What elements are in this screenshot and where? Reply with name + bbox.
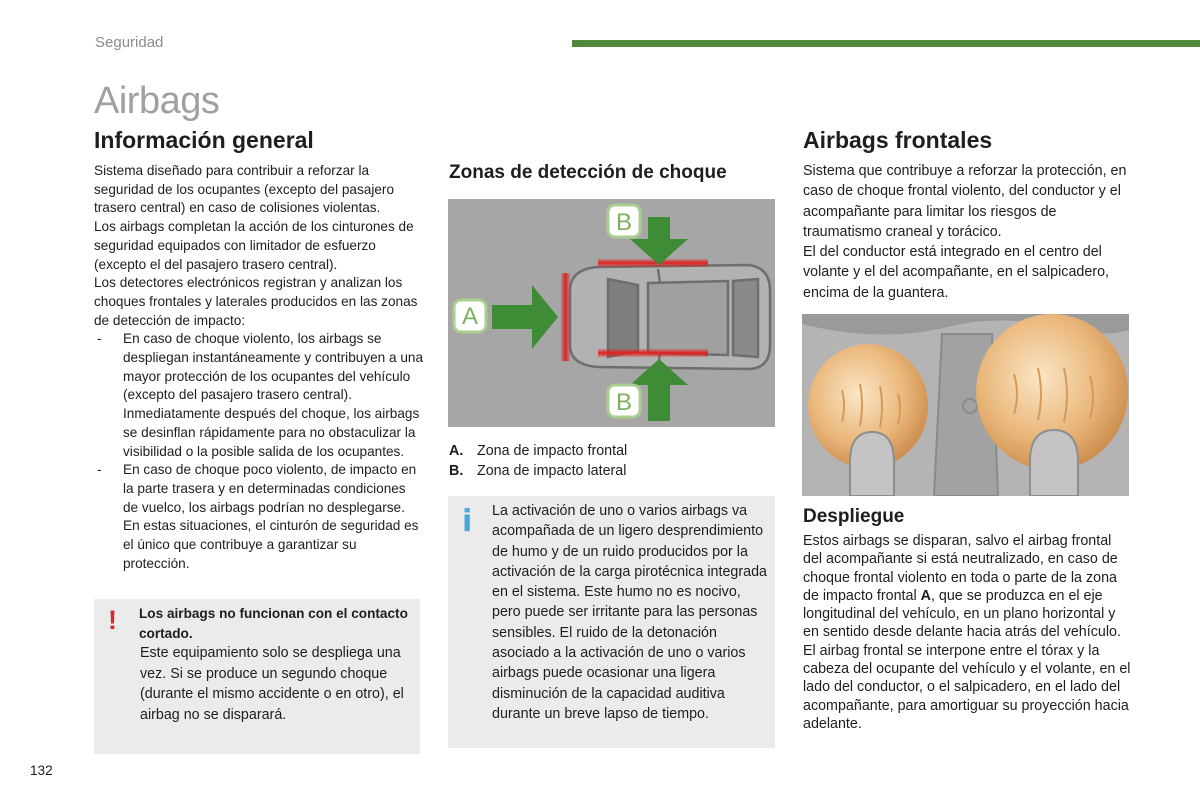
frontal-body — [803, 161, 1133, 303]
section-label: Seguridad — [95, 34, 164, 51]
header-accent-bar — [572, 40, 1200, 47]
impact-zones-svg — [448, 199, 775, 427]
deploy-text-1a: Estos airbags se disparan, salvo el airbag frontal del acompañante si está neutralizado, en caso de choque frontal violento en toda o parte de la zona de impacto frontal — [803, 533, 1118, 604]
general-bullet-2: - En caso de choque poco violento, de impacto en la parte trasera y en determinadas condiciones de vuelco, los airbags podrían no desplegarse. En estas situaciones, el cinturón de seguridad es el único que contribuye a garantizar su protección. — [94, 461, 424, 573]
deploy-key-a: A — [920, 587, 931, 604]
frontal-paragraph-2: El del conductor está integrado en el centro del volante y el del acompañante, en el salpicadero, encima de la guantera. — [803, 244, 1109, 301]
passenger-head — [1030, 430, 1078, 496]
info-text: La activación de uno o varios airbags va acompañada de un ligero desprendimiento de humo y de un ruido producidos por la activación de la carga pirotécnica integrada en el sistema. Este humo no es nocivo, pero puede ser irritante para las personas sensibles. El ruido de la detonación asociado a la activación de uno o varios airbags puede ocasionar una ligera disminución de la capacidad auditiva durante un breve lapso de tiempo. — [492, 503, 767, 722]
general-body — [94, 162, 424, 573]
frontal-paragraph-1: Sistema que contribuye a reforzar la protección, en caso de choque frontal violento, del conductor y el acompañante para limitar los riesgos de traumatismo craneal y torácico. — [803, 163, 1127, 240]
info-box — [448, 496, 775, 748]
zones-legend — [449, 441, 627, 481]
frontal-airbags-illustration — [802, 314, 1129, 496]
deploy-heading: Despliegue — [803, 506, 905, 527]
warning-box — [94, 599, 420, 754]
legend-text-b: Zona de impacto lateral — [477, 463, 627, 479]
legend-row-a — [449, 441, 627, 461]
deploy-paragraph-1 — [803, 532, 1133, 642]
general-paragraph-2: Los airbags completan la acción de los cinturones de seguridad equipados con limitador de esfuerzo (excepto el del pasajero trasero central). — [94, 219, 414, 272]
label-a: A — [461, 303, 479, 330]
general-paragraph-1: Sistema diseñado para contribuir a reforzar la seguridad de los ocupantes (excepto del pasajero trasero central) en caso de colisiones violentas. — [94, 163, 395, 216]
legend-row-b — [449, 461, 627, 481]
general-paragraph-3: Los detectores electrónicos registran y analizan los choques frontales y laterales producidos en las zonas de detección de impacto: — [94, 275, 418, 328]
driver-head — [850, 432, 894, 496]
label-b-bottom: B — [615, 389, 633, 416]
front-impact-zone — [561, 273, 570, 361]
impact-zones-diagram — [448, 199, 775, 427]
zones-heading: Zonas de detección de choque — [449, 162, 727, 183]
deploy-text-1b: , que se produzca en el eje longitudinal del vehículo, en un plano horizontal y en sentido desde delante hacia atrás del vehículo. — [803, 587, 1121, 641]
general-bullet-1: - En caso de choque violento, los airbags se despliegan instantáneamente y contribuyen a una mayor protección de los ocupantes del vehículo (excepto del pasajero trasero central). Inmediatamente después del choque, los airbags se desinflan rápidamente para no obstaculizar la visibilidad o la posible salida de los ocupantes. — [94, 330, 424, 461]
page-title: Airbags — [94, 80, 220, 122]
warning-text: Este equipamiento solo se despliega una vez. Si se produce un segundo choque (durante el mismo accidente o en otro), el airbag no se disparará. — [140, 645, 404, 723]
label-b-top: B — [615, 209, 633, 236]
page-number: 132 — [30, 763, 53, 778]
info-icon: i — [462, 504, 473, 539]
legend-key-b: B. — [449, 463, 464, 479]
general-bullet-list — [94, 330, 424, 573]
warning-title: Los airbags no funcionan con el contacto cortado. — [139, 606, 408, 641]
frontal-heading: Airbags frontales — [803, 127, 993, 153]
side-impact-zone-top — [598, 259, 708, 267]
legend-text-a: Zona de impacto frontal — [477, 443, 628, 459]
deploy-body — [803, 532, 1133, 733]
deploy-paragraph-2: El airbag frontal se interpone entre el tórax y la cabeza del ocupante del vehículo y el volante, en el lado del conductor, o el salpicadero, en el lado del acompañante, para amortiguar su proyección hacia adelante. — [803, 642, 1131, 732]
general-heading: Información general — [94, 127, 314, 153]
legend-key-a: A. — [449, 443, 464, 459]
frontal-airbags-svg — [802, 314, 1129, 496]
warning-icon: ! — [108, 605, 117, 635]
side-impact-zone-bottom — [598, 349, 708, 357]
frontal-arrow — [492, 285, 558, 349]
